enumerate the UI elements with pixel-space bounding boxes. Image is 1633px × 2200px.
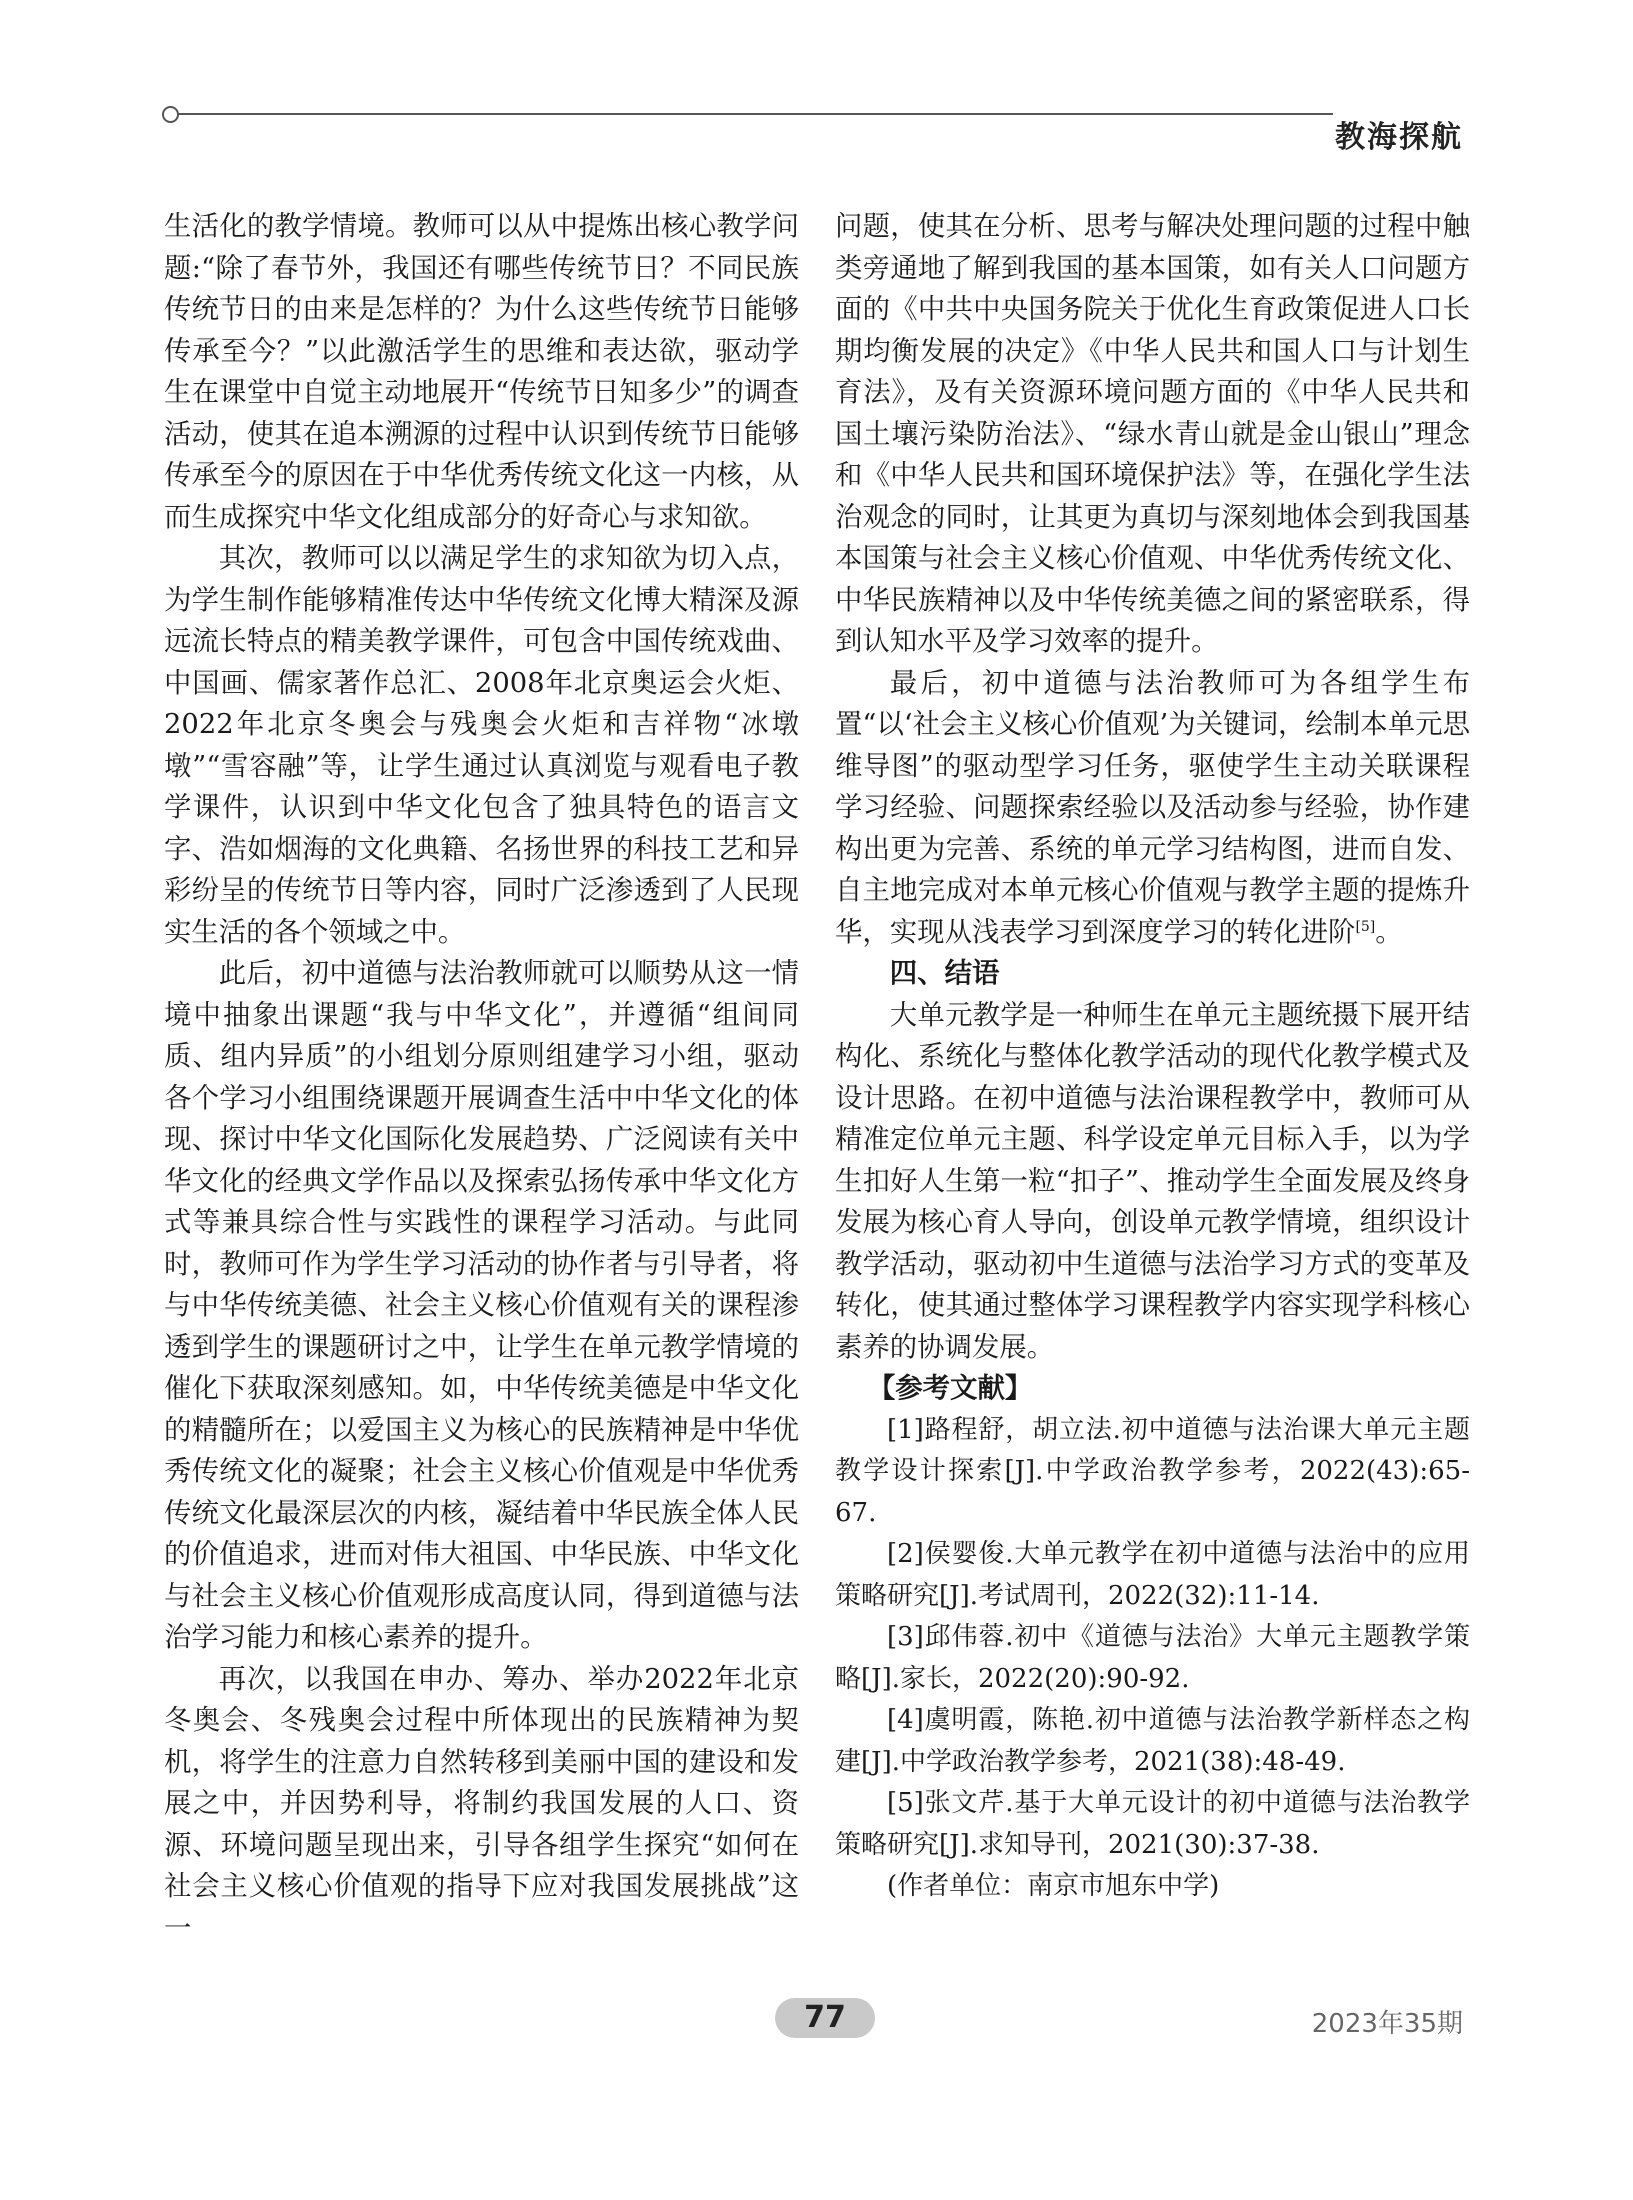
issue-label: 2023年35期 [1311,2009,1463,2039]
citation-marker: [5] [1355,918,1376,935]
reference-item: [4]虞明霞，陈艳.初中道德与法治教学新样态之构建[J].中学政治教学参考，2021(38):48-49. [835,1705,1470,1777]
paragraph [835,663,1470,954]
reference-item: [2]侯婴俊.大单元教学在初中道德与法治中的应用策略研究[J].考试周刊，2022(32):11-14. [835,1539,1470,1611]
paragraph: 生活化的教学情境。教师可以从中提炼出核心教学问题:“除了春节外，我国还有哪些传统节日？不同民族传统节日的由来是怎样的？为什么这些传统节日能够传承至今？”以此激活学生的思维和表达欲，驱动学生在课堂中自觉主动地展开“传统节日知多少”的调查活动，使其在追本溯源的过程中认识到传统节日能够传承至今的原因在于中华优秀传统文化这一内核，从而生成探究中华文化组成部分的好奇心与求知欲。 [164,211,799,533]
paragraph: 再次，以我国在申办、筹办、举办2022年北京冬奥会、冬残奥会过程中所体现出的民族精神为契机，将学生的注意力自然转移到美丽中国的建设和发展之中，并因势利导，将制约我国发展的人口、资源、环境问题呈现出来，引导各组学生探究“如何在社会主义核心价值观的指导下应对我国发展挑战”这一 [164,1663,799,1944]
header-rule [178,113,1333,115]
page-number: 77 [775,1998,875,2038]
header-circle-ornament [162,106,179,123]
paragraph: 其次，教师可以以满足学生的求知欲为切入点，为学生制作能够精准传达中华传统文化博大精深及源远流长特点的精美教学课件，可包含中国传统戏曲、中国画、儒家著作总汇、2008年北京奥运会火炬、2022年北京冬奥会与残奥会火炬和吉祥物“冰墩墩”“雪容融”等，让学生通过认真浏览与观看电子教学课件，认识到中华文化包含了独具特色的语言文字、浩如烟海的文化典籍、名扬世界的科技工艺和异彩纷呈的传统节日等内容，同时广泛渗透到了人民现实生活的各个领域之中。 [164,543,799,948]
paragraph: 此后，初中道德与法治教师就可以顺势从这一情境中抽象出课题“我与中华文化”，并遵循“组间同质、组内异质”的小组划分原则组建学习小组，驱动各个学习小组围绕课题开展调查生活中中华文化的体现、探讨中华文化国际化发展趋势、广泛阅读有关中华文化的经典文学作品以及探索弘扬传承中华文化方式等兼具综合性与实践性的课程学习活动。与此同时，教师可作为学生学习活动的协作者与引导者，将与中华传统美德、社会主义核心价值观有关的课程渗透到学生的课题研讨之中，让学生在单元教学情境的催化下获取深刻感知。如，中华传统美德是中华文化的精髓所在；以爱国主义为核心的民族精神是中华优秀传统文化的凝聚；社会主义核心价值观是中华优秀传统文化最深层次的内核，凝结着中华民族全体人民的价值追求，进而对伟大祖国、中华民族、中华文化与社会主义核心价值观形成高度认同，得到道德与法治学习能力和核心素养的提升。 [164,958,799,1653]
paragraph-end: 。 [1375,916,1403,948]
left-column [164,206,799,1949]
column-title: 教海探航 [1335,120,1463,155]
references-title: 【参考文献】 [867,1373,1033,1404]
paragraph: 大单元教学是一种师生在单元主题统摄下展开结构化、系统化与整体化教学活动的现代化教学模式及设计思路。在初中道德与法治课程教学中，教师可从精准定位单元主题、科学设定单元目标入手，以为学生扣好人生第一粒“扣子”、推动学生全面发展及终身发展为核心育人导向，创设单元教学情境，组织设计教学活动，驱动初中生道德与法治学习方式的变革及转化，使其通过整体学习课程教学内容实现学科核心素养的协调发展。 [835,999,1470,1363]
right-column [835,206,1470,1908]
reference-item: [3]邱伟蓉.初中《道德与法治》大单元主题教学策略[J].家长，2022(20):90-92. [835,1622,1470,1694]
reference-item: [1]路程舒，胡立法.初中道德与法治课大单元主题教学设计探索[J].中学政治教学参考，2022(43):65-67. [835,1414,1470,1528]
author-unit: (作者单位：南京市旭东中学) [887,1871,1220,1901]
paragraph: 问题，使其在分析、思考与解决处理问题的过程中触类旁通地了解到我国的基本国策，如有关人口问题方面的《中共中央国务院关于优化生育政策促进人口长期均衡发展的决定》《中华人民共和国人口与计划生育法》，及有关资源环境问题方面的《中华人民共和国土壤污染防治法》、“绿水青山就是金山银山”理念和《中华人民共和国环境保护法》等，在强化学生法治观念的同时，让其更为真切与深刻地体会到我国基本国策与社会主义核心价值观、中华优秀传统文化、中华民族精神以及中华传统美德之间的紧密联系，得到认知水平及学习效率的提升。 [835,211,1470,657]
reference-item: [5]张文芹.基于大单元设计的初中道德与法治教学策略研究[J].求知导刊，2021(30):37-38. [835,1788,1470,1860]
section-heading: 四、结语 [889,958,1000,989]
paragraph-text: 最后，初中道德与法治教师可为各组学生布置“以‘社会主义核心价值观’为关键词，绘制本单元思维导图”的驱动型学习任务，驱使学生主动关联课程学习经验、问题探索经验以及活动参与经验，协作建构出更为完善、系统的单元学习结构图，进而自发、自主地完成对本单元核心价值观与教学主题的提炼升华，实现从浅表学习到深度学习的转化进阶 [835,667,1470,948]
